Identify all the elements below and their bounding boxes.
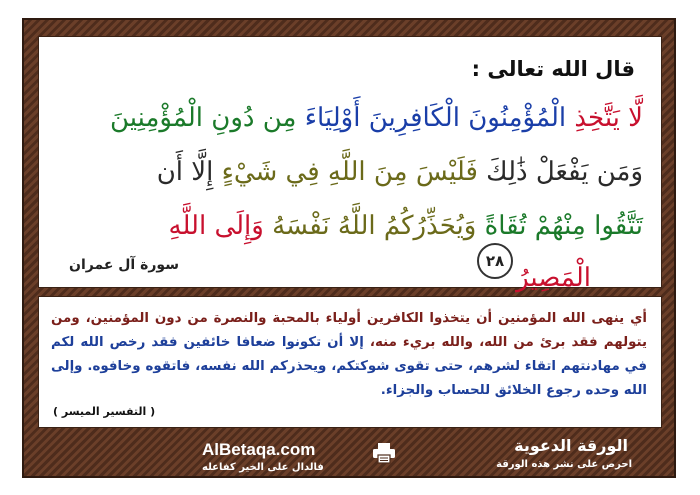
verse-segment: وَمَن يَفْعَلْ ذَٰلِكَ	[477, 157, 643, 187]
footer-tagline: فالدال على الخير كفاعله	[202, 462, 324, 473]
verse-segment: وَإِلَى اللَّهِ	[168, 211, 264, 241]
tafsir-text	[51, 307, 647, 403]
verse-segment: إِلَّا أَن	[156, 157, 214, 187]
verse-segment: مِن دُونِ الْمُؤْمِنِينَ	[109, 103, 297, 133]
surah-name: سورة آل عمران	[69, 257, 179, 273]
verse-panel	[38, 36, 662, 293]
verse-segment: الْمُؤْمِنُونَ	[459, 103, 567, 133]
verse-line-3	[53, 209, 643, 243]
brand-title: الورقة الدعوية	[514, 436, 628, 455]
verse-segment: تَتَّقُوا مِنْهُمْ تُقَاةً	[476, 211, 643, 241]
tafsir-source: ( التفسير الميسر )	[53, 405, 156, 418]
tafsir-panel	[38, 296, 662, 428]
brand-subtitle: احرص على نشر هذه الورقة	[496, 459, 632, 470]
verse-segment: وَيُحَذِّرُكُمُ اللَّهُ نَفْسَهُ	[263, 211, 477, 241]
verse-line-4	[516, 261, 591, 295]
verse-segment: الْكَافِرِينَ	[360, 103, 460, 133]
site-link[interactable]: AlBetaqa.com	[202, 440, 316, 459]
ayah-number-badge: ٢٨	[477, 243, 513, 279]
footer-bar	[38, 432, 662, 472]
tafsir-part-2: إلا أن تكونوا ضعافا خائفين فقد رخص الله لكم في مهادنتهم اتقاء لشرهم، حتى تقوى شوكتكم، ويحذركم الله نفسه، فاتقوه وخافوه. وإلى الله وحده رجوع الخلائق للحساب والجزاء.	[51, 335, 647, 398]
verse-segment: لَّا يَتَّخِذِ	[566, 103, 643, 133]
verse-segment: فَلَيْسَ مِنَ اللَّهِ فِي شَيْءٍ	[213, 157, 478, 187]
verse-segment: أَوْلِيَاءَ	[296, 103, 361, 133]
printer-icon	[372, 442, 396, 464]
card-heading: قال الله تعالى :	[471, 57, 635, 81]
verse-line-1	[53, 101, 643, 135]
verse-segment: الْمَصِيرُ	[516, 263, 591, 293]
tafsir-part-1: أي ينهى الله المؤمنين أن يتخذوا الكافرين أولياء بالمحبة والنصرة من دون المؤمنين، ومن يتولهم فقد برئ من الله، والله بريء منه،	[51, 311, 647, 350]
verse-line-2	[53, 155, 643, 189]
